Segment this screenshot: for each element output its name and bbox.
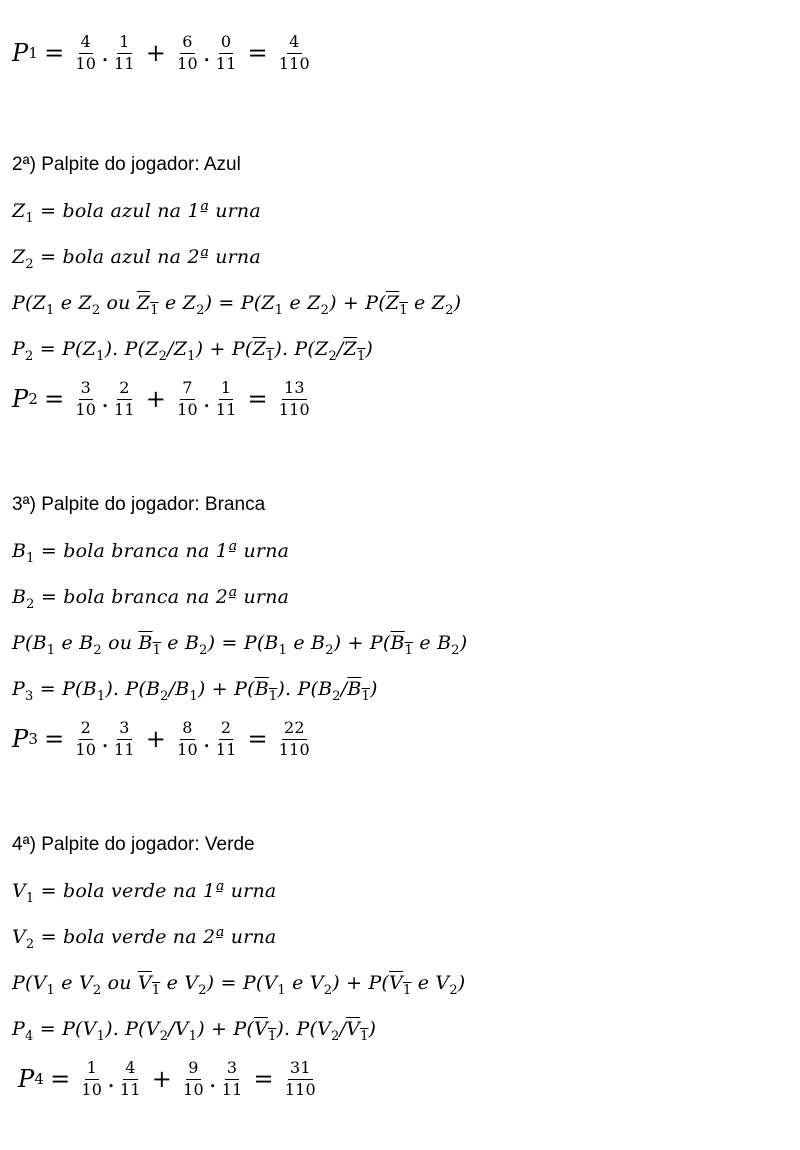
fraction: $\frac{7}{10}$ [177, 378, 198, 419]
fraction: $\frac{6}{10}$ [177, 32, 198, 73]
fraction: $\frac{4}{10}$ [75, 32, 97, 73]
def-z2: $Z_2$ = bola azul na 2ª urna [12, 246, 261, 272]
fraction: $\frac{2}{11}$ [114, 378, 135, 419]
fraction: $\frac{3}{10}$ [75, 378, 97, 419]
formula-p2: $P_2 = P(Z_1)$. $P(Z_2/Z_1) + P(Z_1)$. $P(Z_2/Z_1)$ [12, 338, 374, 364]
fraction: $\frac{1}{11}$ [114, 32, 135, 73]
fraction: $\frac{31}{110}$ [284, 1058, 316, 1099]
def-b1: $B_1$ = bola branca na 1ª urna [12, 540, 290, 566]
formula-p3: $P_3 = P(B_1)$. $P(B_2/B_1) + P(B_1)$. $P(B_2/B_1)$ [12, 678, 378, 704]
def-v2: $V_2$ = bola verde na 2ª urna [12, 926, 277, 952]
fraction: $\frac{2}{11}$ [215, 718, 237, 759]
formula-p4: $P_4 = P(V_1)$. $P(V_2/V_1) + P(V_1)$. $P(V_2/V_1)$ [12, 1018, 377, 1044]
equation-p3: P 3 = $\frac{2}{10}$ . $\frac{3}{11}$ + $\frac{8}{10}$ . $\frac{2}{11}$ = $\frac{22}{110}$ [12, 718, 310, 759]
equation-p1: P 1 = $\frac{4}{10}$ . $\frac{1}{11}$ + $\frac{6}{10}$ . $\frac{0}{11}$ = $\frac{4}{110}$ [12, 32, 310, 73]
fraction: $\frac{3}{11}$ [221, 1058, 243, 1099]
fraction: $\frac{0}{11}$ [215, 32, 237, 73]
fraction: $\frac{1}{11}$ [215, 378, 237, 419]
fraction: $\frac{3}{11}$ [114, 718, 135, 759]
fraction: $\frac{4}{110}$ [278, 32, 310, 73]
def-z1: $Z_1$ = bola azul na 1ª urna [12, 200, 261, 226]
equation-p2: P 2 = $\frac{3}{10}$ . $\frac{2}{11}$ + $\frac{7}{10}$ . $\frac{1}{11}$ = $\frac{13}{110}$ [12, 378, 310, 419]
union-v: $P(V_1$ e $V_2$ ou $V_1$ e $V_2) = P(V_1$ e $V_2) + P(V_1$ e $V_2$) [12, 972, 466, 998]
def-v1: $V_1$ = bola verde na 1ª urna [12, 880, 277, 906]
fraction: $\frac{4}{11}$ [120, 1058, 141, 1099]
heading-verde: 4ª) Palpite do jogador: Verde [12, 834, 255, 855]
fraction: $\frac{9}{10}$ [183, 1058, 204, 1099]
heading-branca: 3ª) Palpite do jogador: Branca [12, 494, 266, 515]
def-b2: $B_2$ = bola branca na 2ª urna [12, 586, 290, 612]
equation-p4: P 4 = $\frac{1}{10}$ . $\frac{4}{11}$ + $\frac{9}{10}$ . $\frac{3}{11}$ = $\frac{31}{110}$ [18, 1058, 316, 1099]
heading-azul: 2ª) Palpite do jogador: Azul [12, 154, 241, 175]
fraction: $\frac{1}{10}$ [81, 1058, 103, 1099]
fraction: $\frac{13}{110}$ [278, 378, 310, 419]
fraction: $\frac{2}{10}$ [75, 718, 97, 759]
fraction: $\frac{8}{10}$ [177, 718, 198, 759]
fraction: $\frac{22}{110}$ [278, 718, 310, 759]
union-b: $P(B_1$ e $B_2$ ou $B_1$ e $B_2) = P(B_1$ e $B_2) + P(B_1$ e $B_2$) [12, 632, 468, 658]
union-z: $P(Z_1$ e $Z_2$ ou $Z_1$ e $Z_2) = P(Z_1$ e $Z_2) + P(Z_1$ e $Z_2$) [12, 292, 462, 318]
